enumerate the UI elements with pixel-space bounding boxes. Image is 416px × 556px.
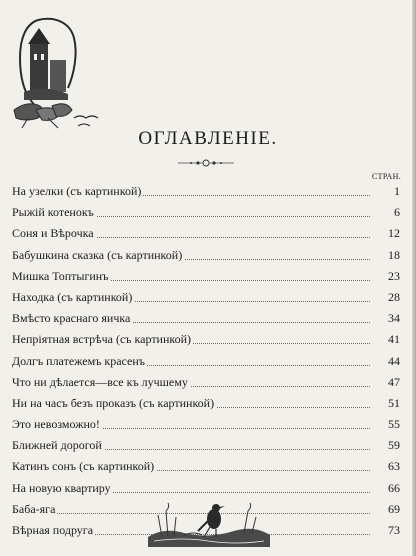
- toc-entry-page: 63: [388, 459, 400, 474]
- toc-entry-page: 73: [388, 523, 400, 537]
- toc-entry-page: 51: [388, 395, 400, 410]
- toc-entry: [12, 393, 400, 414]
- toc-entry-page: 23: [388, 268, 400, 283]
- toc-entry-page: 34: [388, 311, 400, 326]
- toc-entry: [12, 372, 400, 393]
- toc-entry-page: 41: [388, 332, 400, 347]
- toc-entry-page: 6: [394, 205, 400, 220]
- toc-entry: [12, 181, 400, 202]
- page-edge-shadow: [412, 0, 416, 556]
- toc-entry-title: Вмѣсто краснаго яичка: [12, 308, 132, 329]
- toc-entry: [12, 435, 400, 456]
- toc-entry-page: 59: [388, 438, 400, 453]
- toc-entry: [12, 478, 400, 499]
- toc-entry: [12, 414, 400, 435]
- toc-entry: [12, 245, 400, 266]
- toc-entry-title: Бабушкина сказка (съ картинкой): [12, 245, 184, 266]
- toc-entry-title: Находка (съ картинкой): [12, 287, 134, 308]
- toc-entry-title: На узелки (съ картинкой): [12, 181, 143, 202]
- toc-entry-title: Соня и Вѣрочка: [12, 223, 96, 244]
- toc-entry-title: Баба-яга: [12, 499, 57, 520]
- bird-vignette-illustration: [144, 497, 274, 551]
- title-ornament: [178, 158, 234, 168]
- toc-entry-page: 66: [388, 480, 400, 495]
- toc-entry-title: Что ни дѣлается—все къ лучшему: [12, 372, 190, 393]
- toc-entry: [12, 287, 400, 308]
- table-of-contents: [12, 181, 400, 541]
- toc-entry-page: 55: [388, 417, 400, 432]
- toc-entry: [12, 308, 400, 329]
- toc-entry: [12, 202, 400, 223]
- toc-entry-title: Рыжiй котенокъ: [12, 202, 96, 223]
- toc-entry-page: 1: [394, 184, 400, 198]
- toc-entry-title: Мишка Топтыгинъ: [12, 266, 110, 287]
- toc-entry: [12, 329, 400, 350]
- toc-entry-title: Ближней дорогой: [12, 435, 104, 456]
- header-vignette-illustration: [8, 14, 104, 132]
- toc-entry-title: Непрiятная встрѣча (съ картинкой): [12, 329, 193, 350]
- toc-entry-title: На новую квартиру: [12, 478, 113, 499]
- page-title: ОГЛАВЛЕНIЕ.: [138, 128, 278, 149]
- toc-entry-title: Вѣрная подруга: [12, 520, 95, 541]
- toc-entry: [12, 266, 400, 287]
- toc-entry: [12, 351, 400, 372]
- toc-entry-title: Долгъ платежемъ красенъ: [12, 351, 147, 372]
- toc-entry-page: 69: [388, 501, 400, 516]
- toc-entry-title: Ни на часъ безъ проказъ (съ картинкой): [12, 393, 216, 414]
- pages-column-label: СТРАН.: [372, 172, 402, 181]
- toc-entry: [12, 456, 400, 477]
- toc-entry-page: 12: [388, 226, 400, 241]
- toc-entry: [12, 223, 400, 244]
- toc-entry-page: 28: [388, 289, 400, 304]
- toc-entry-page: 18: [388, 247, 400, 262]
- toc-entry-title: Катинъ сонъ (съ картинкой): [12, 456, 156, 477]
- toc-entry-title: Это невозможно!: [12, 414, 102, 435]
- toc-entry-page: 44: [388, 353, 400, 368]
- toc-entry-page: 47: [388, 374, 400, 389]
